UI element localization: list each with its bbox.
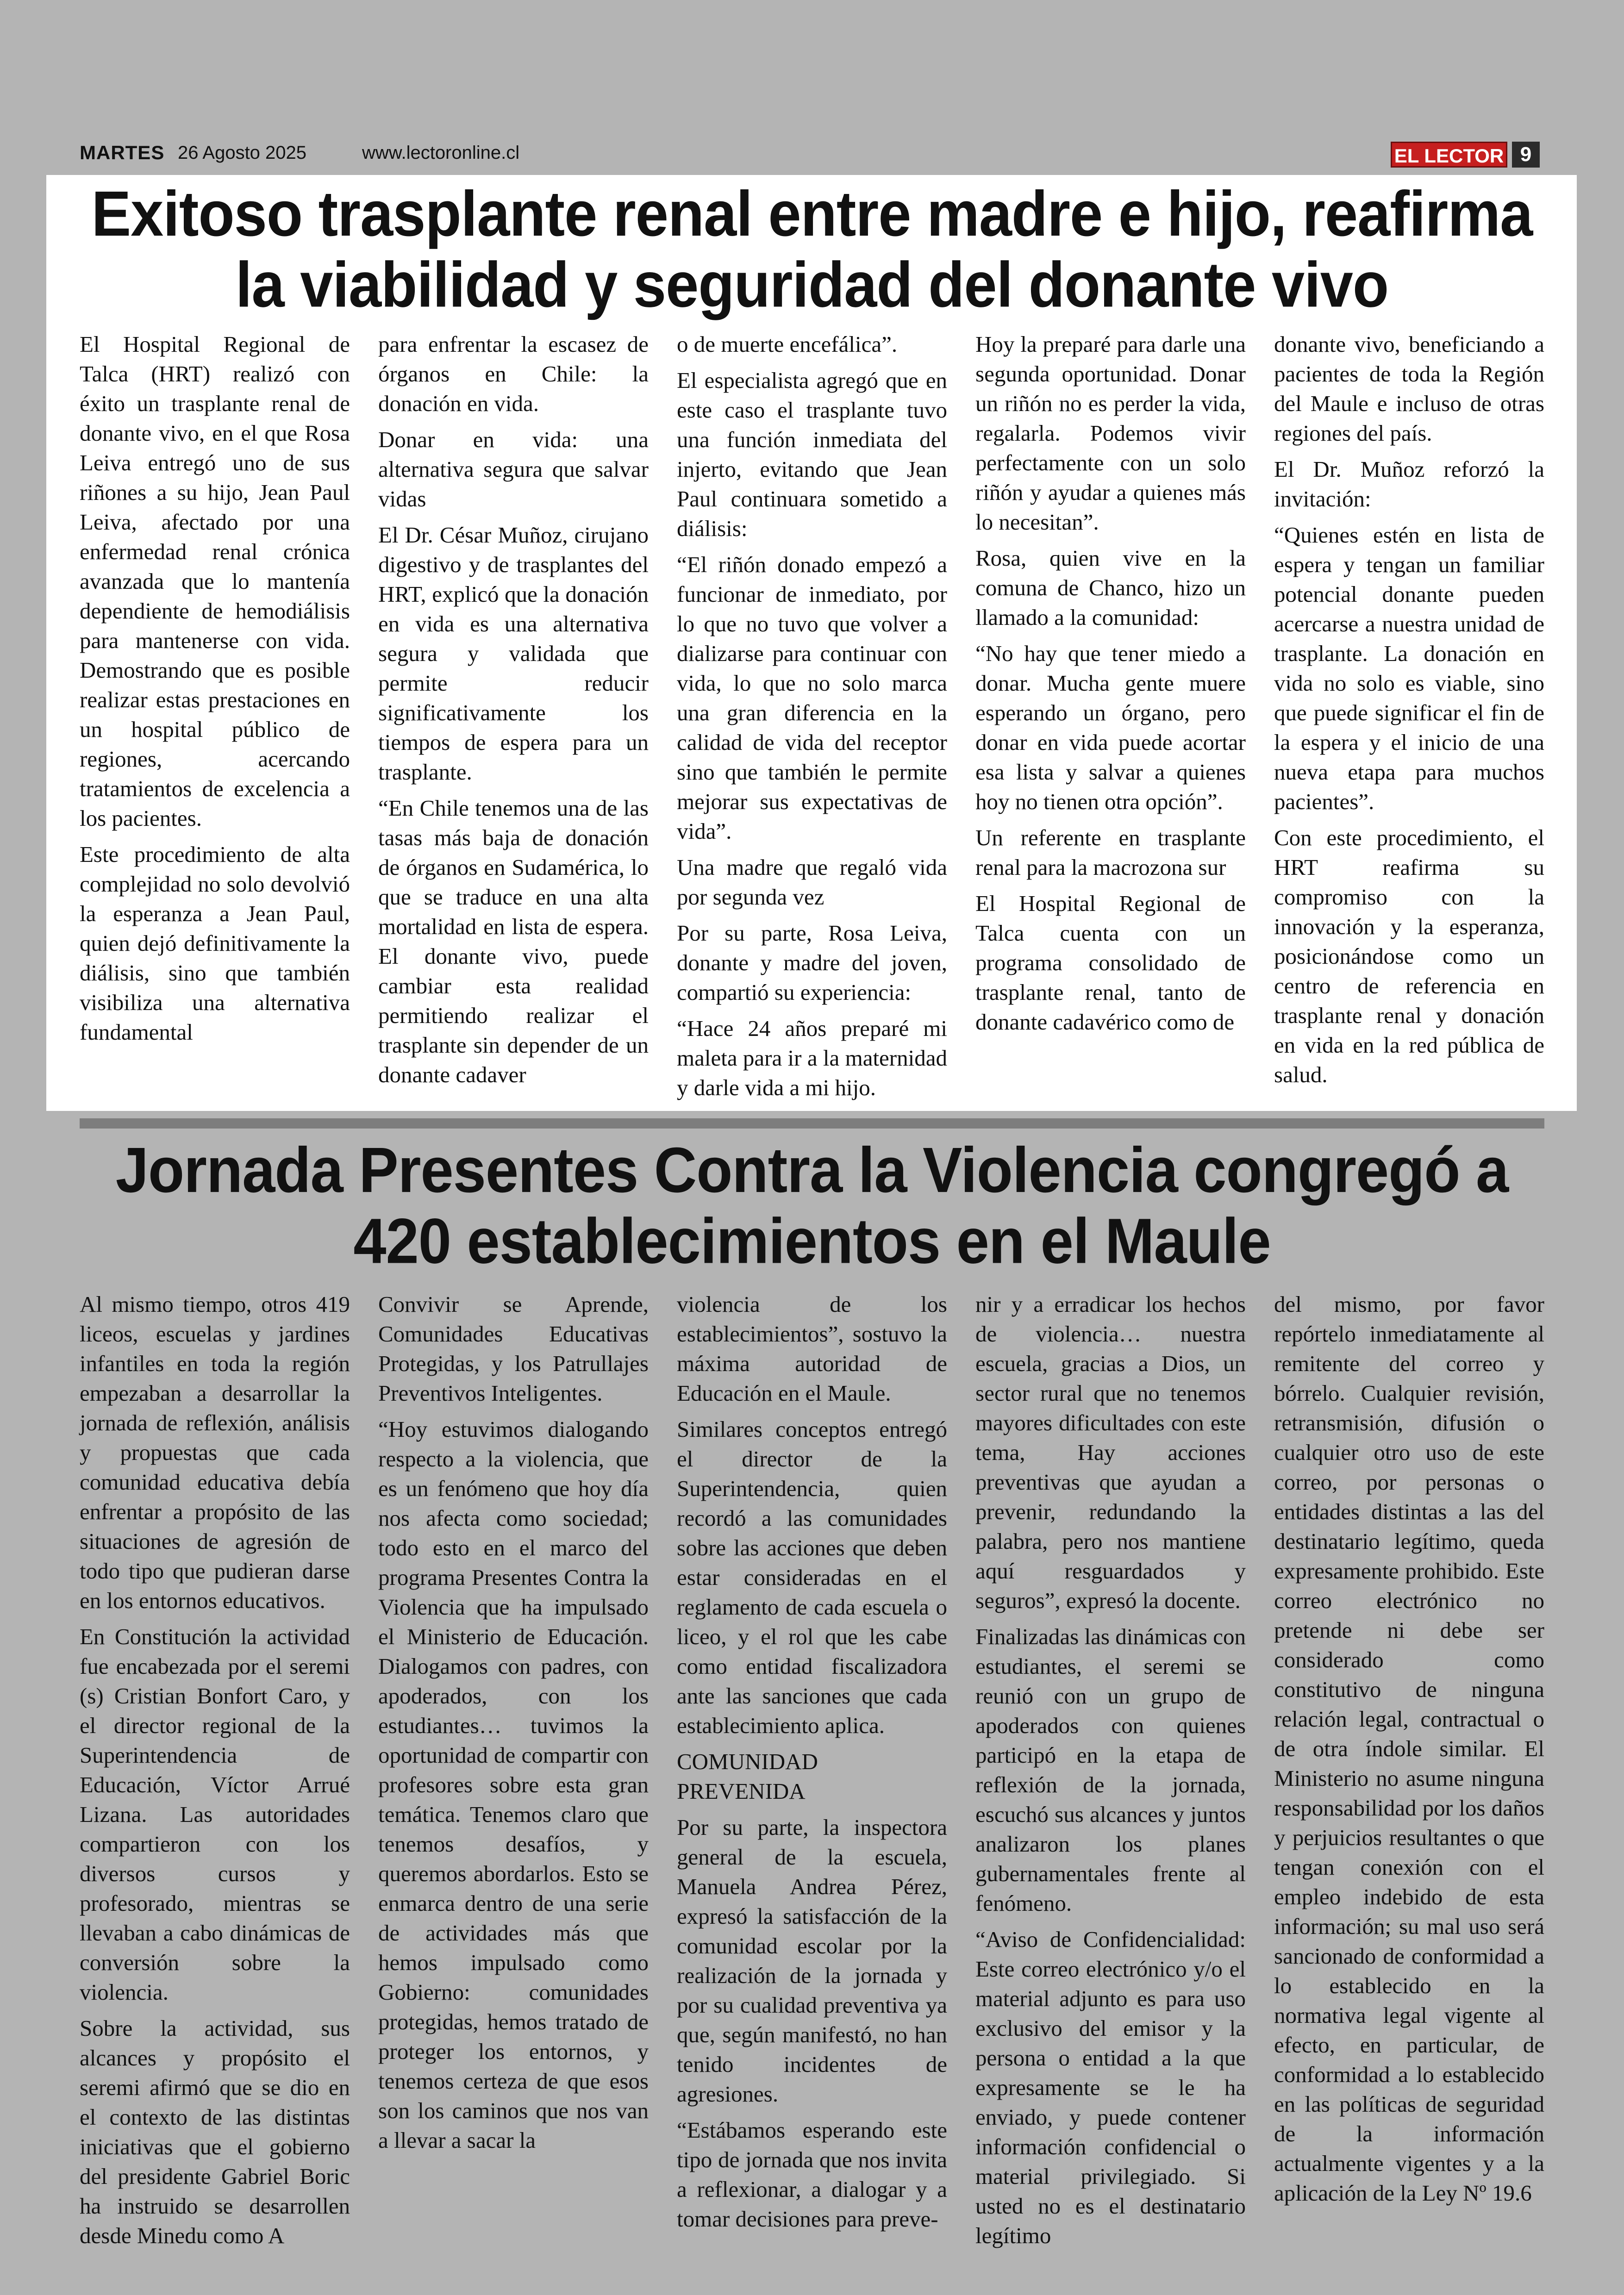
paragraph: COMUNIDAD PREVENIDA (677, 1749, 818, 1804)
paragraph: “Aviso de Confidencialidad: Este correo electrónico y/o el material adjunto es para uso exclusivo del emisor y la persona o entidad a la que expresamente se le ha enviado, y puede contener información confidencial o material privilegiado. Si usted no es el destinatario legítimo (975, 1927, 1246, 2248)
masthead-website-link[interactable]: www.lectoronline.cl (362, 143, 520, 163)
paragraph: Rosa, quien vive en la comuna de Chanco, hizo un llamado a la comunidad: (975, 545, 1246, 630)
paragraph: donante vivo, beneficiando a pacientes de toda la Región del Maule e incluso de otras regiones del país. (1274, 331, 1544, 446)
paragraph: Por su parte, Rosa Leiva, donante y madre del joven, compartió su experiencia: (677, 920, 947, 1005)
paragraph: Finalizadas las dinámicas con estudiantes, el seremi se reunió con un grupo de apoderados con quienes participó en la etapa de reflexión de la jornada, escuchó sus alcances y juntos analizaron los planes gubernamentales frente al fenómeno. (975, 1624, 1246, 1916)
paragraph: Similares conceptos entregó el director de la Superintendencia, quien recordó a las comunidades sobre las acciones que deben estar consideradas en el reglamento de cada escuela o liceo, y el rol que les cabe como entidad fiscalizadora ante las sanciones que cada establecimiento aplica. (677, 1416, 947, 1738)
paragraph: del mismo, por favor repórtelo inmediatamente al remitente del correo y bórrelo. Cualquier revisión, retransmisión, difusión o cualquier otro uso de este correo, por personas o entidades distintas a las del destinatario legítimo, queda expresamente prohibido. Este correo electrónico no pretende ni debe ser considerado como constitutivo de ninguna relación legal, contractual o de otra índole similar. El Ministerio no asume ninguna responsabilidad por los daños y perjuicios resultantes o que tengan conexión con el empleo indebido de esta información; su mal uso será sancionado de conformidad a lo establecido en la normativa legal vigente al efecto, en particular, de conformidad a lo establecido en las políticas de seguridad de la información actualmente vigentes y a la aplicación de la Ley Nº 19.6 (1274, 1291, 1544, 2206)
article-2-column (975, 1290, 1246, 2257)
paragraph: “Hoy estuvimos dialogando respecto a la violencia, que es un fenómeno que hoy día nos afecta como sociedad; todo esto en el marco del programa Presentes Contra la Violencia que ha impulsado el Ministerio de Educación. Dialogamos con padres, con apoderados, con los estudiantes… tuvimos la oportunidad de compartir con profesores sobre esta gran temática. Tenemos claro que tenemos desafíos, y queremos abordarlos. Esto se enmarca dentro de una serie de actividades más que hemos impulsado como Gobierno: comunidades protegidas, hemos tratado de proteger los entornos, y tenemos certeza de que esos son los caminos que nos van a llevar a sacar la (378, 1416, 649, 2153)
paragraph: Un referente en trasplante renal para la macrozona sur (975, 825, 1246, 880)
paragraph: “El riñón donado empezó a funcionar de inmediato, por lo que no tuvo que volver a dializarse para continuar con vida, lo que no solo marca una gran diferencia en la calidad de vida del receptor sino que también le permite mejorar sus expectativas de vida”. (677, 552, 947, 844)
masthead-day: MARTES (80, 142, 165, 163)
article-1-column (975, 330, 1246, 1109)
paragraph: Sobre la actividad, sus alcances y propósito el seremi afirmó que se dio en el contexto de las distintas iniciativas que el gobierno del presidente Gabriel Boric ha instruido se desarrollen desde Minedu como A (80, 2015, 350, 2248)
paragraph: El especialista agregó que en este caso el trasplante tuvo una función inmediata del injerto, evitando que Jean Paul continuara sometido a diálisis: (677, 368, 947, 541)
masthead-date: 26 Agosto 2025 (178, 143, 307, 163)
article-2-column (1274, 1290, 1544, 2257)
paragraph: Convivir se Aprende, Comunidades Educativas Protegidas, y los Patrullajes Preventivos Inteligentes. (378, 1291, 649, 1406)
article-2-headline: Jornada Presentes Contra la Violencia congregó a 420 establecimientos en el Maule (115, 1134, 1509, 1277)
paragraph: Por su parte, la inspectora general de la escuela, Manuela Andrea Pérez, expresó la satisfacción de la comunidad escolar por la realización de la jornada y por su cualidad preventiva ya que, según manifestó, no han tenido incidentes de agresiones. (677, 1815, 947, 2107)
paragraph: El Hospital Regional de Talca (HRT) realizó con éxito un trasplante renal de donante vivo, en el que Rosa Leiva entregó uno de sus riñones a su hijo, Jean Paul Leiva, afectado por una enfermedad renal crónica avanzada que lo mantenía dependiente de hemodiálisis para mantenerse con vida. Demostrando que es posible realizar estas prestaciones en un hospital público de regiones, acercando tratamientos de excelencia a los pacientes. (80, 331, 350, 831)
paragraph: Donar en vida: una alternativa segura que salvar vidas (378, 427, 649, 511)
article-1-headline: Exitoso trasplante renal entre madre e hijo, reafirma la viabilidad y seguridad del donante vivo (91, 178, 1533, 321)
newspaper-logo: EL LECTOR (1391, 142, 1507, 168)
article-1-column (378, 330, 649, 1109)
paragraph: Con este procedimiento, el HRT reafirma su compromiso con la innovación y la esperanza, posicionándose como un centro de referencia en trasplante renal y donación en vida en la red pública de salud. (1274, 825, 1544, 1087)
article-1-body (80, 330, 1544, 1109)
article-2-column (378, 1290, 649, 2257)
paragraph: Hoy la preparé para darle una segunda oportunidad. Donar un riñón no es perder la vida, regalarla. Podemos vivir perfectamente con un solo riñón y ayudar a quienes más lo necesitan”. (975, 331, 1246, 535)
paragraph: Este procedimiento de alta complejidad no solo devolvió la esperanza a Jean Paul, quien dejó definitivamente la diálisis, sino que también visibiliza una alternativa fundamental (80, 842, 350, 1045)
section-divider (80, 1118, 1544, 1129)
paragraph: Una madre que regaló vida por segunda vez (677, 854, 947, 910)
paragraph: “Quienes estén en lista de espera y tengan un familiar potencial donante pueden acercarse a nuestra unidad de trasplante. La donación en vida no solo es viable, sino que puede significar el fin de la espera y el inicio de una nueva etapa para muchos pacientes”. (1274, 522, 1544, 814)
article-1-column (677, 330, 947, 1109)
paragraph: El Dr. Muñoz reforzó la invitación: (1274, 456, 1544, 511)
masthead (80, 142, 1544, 169)
article-1-column (1274, 330, 1544, 1109)
paragraph: violencia de los establecimientos”, sostuvo la máxima autoridad de Educación en el Maule. (677, 1291, 947, 1406)
paragraph: o de muerte encefálica”. (677, 331, 898, 357)
paragraph: Al mismo tiempo, otros 419 liceos, escuelas y jardines infantiles en toda la región empezaban a desarrollar la jornada de reflexión, análisis y propuestas que cada comunidad educativa debía enfrentar a propósito de las situaciones de agresión de todo tipo que pudieran darse en los entornos educativos. (80, 1291, 350, 1613)
page-number: 9 (1512, 142, 1540, 168)
paragraph: El Hospital Regional de Talca cuenta con un programa consolidado de trasplante renal, tanto de donante cadavérico como de (975, 891, 1246, 1035)
paragraph: para enfrentar la escasez de órganos en Chile: la donación en vida. (378, 331, 649, 416)
article-1-column (80, 330, 350, 1109)
paragraph: “Estábamos esperando este tipo de jornada que nos invita a reflexionar, a dialogar y a tomar decisiones para preve- (677, 2117, 947, 2232)
article-2-body (80, 1290, 1544, 2257)
paragraph: “Hace 24 años preparé mi maleta para ir a la maternidad y darle vida a mi hijo. (677, 1016, 947, 1100)
article-2-column (677, 1290, 947, 2257)
paragraph: “En Chile tenemos una de las tasas más baja de donación de órganos en Sudamérica, lo que se traduce en una alta mortalidad en lista de espera. El donante vivo, puede cambiar esta realidad permitiendo realizar el trasplante sin depender de un donante cadaver (378, 795, 649, 1087)
paragraph: El Dr. César Muñoz, cirujano digestivo y de trasplantes del HRT, explicó que la donación en vida es una alternativa segura y validada que permite reducir significativamente los tiempos de espera para un trasplante. (378, 522, 649, 785)
article-2-column (80, 1290, 350, 2257)
paragraph: “No hay que tener miedo a donar. Mucha gente muere esperando un órgano, pero donar en vida puede acortar esa lista y salvar a quienes hoy no tienen otra opción”. (975, 641, 1246, 814)
paragraph: En Constitución la actividad fue encabezada por el seremi (s) Cristian Bonfort Caro, y el director regional de la Superintendencia de Educación, Víctor Arrué Lizana. Las autoridades compartieron con los diversos cursos y profesorado, mientras se llevaban a cabo dinámicas de conversión sobre la violencia. (80, 1624, 350, 2005)
paragraph: nir y a erradicar los hechos de violencia… nuestra escuela, gracias a Dios, un sector rural que no tenemos mayores dificultades con este tema, Hay acciones preventivas que ayudan a prevenir, redundando la palabra, pero nos mantiene aquí resguardados y seguros”, expresó la docente. (975, 1291, 1246, 1613)
